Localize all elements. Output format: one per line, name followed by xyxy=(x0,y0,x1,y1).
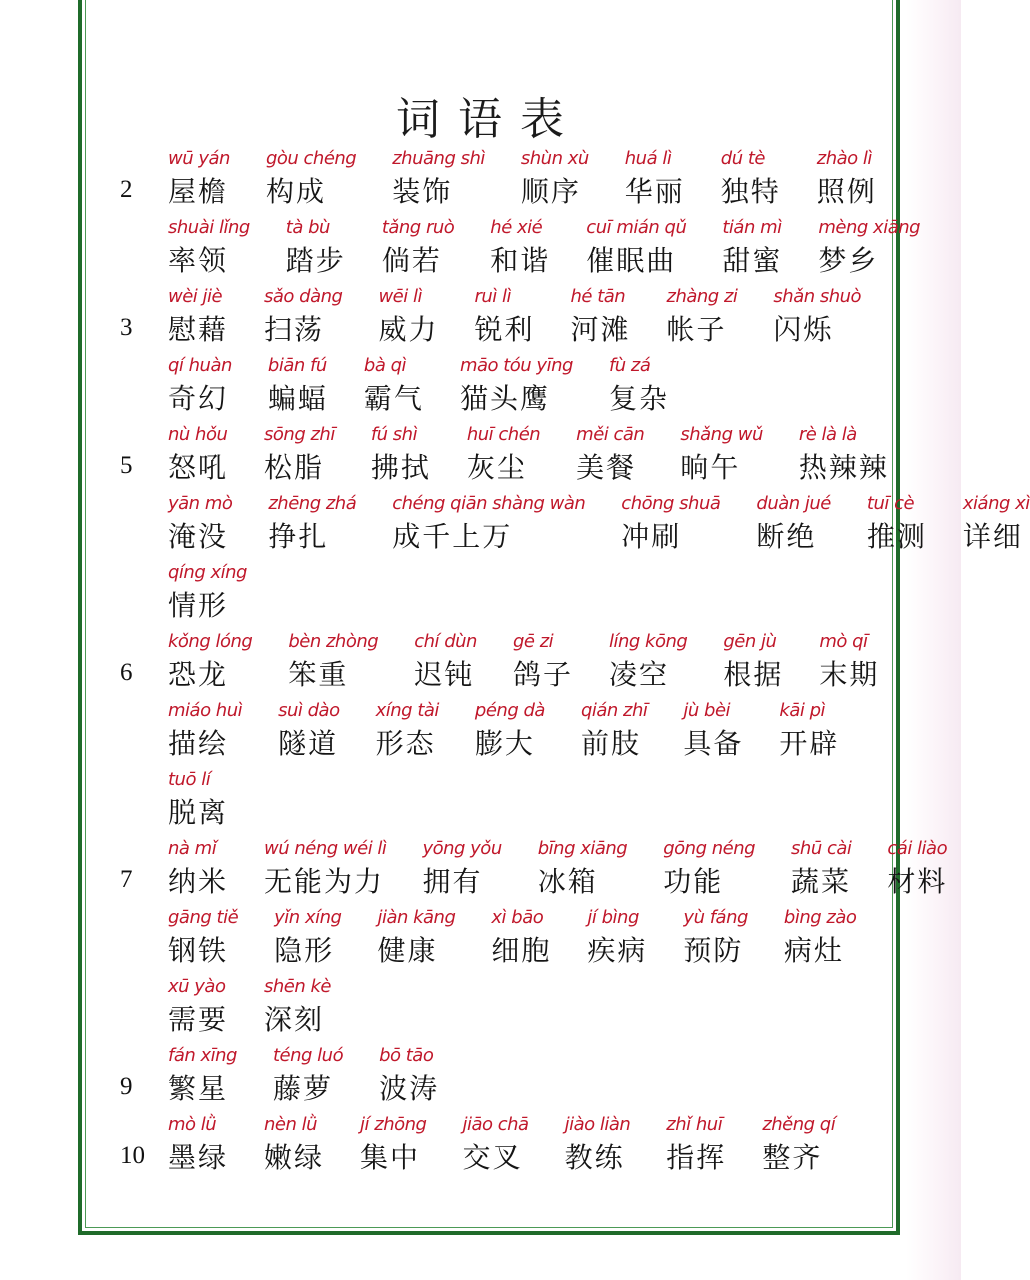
word-row xyxy=(168,1110,835,1176)
vocabulary-word xyxy=(462,1110,528,1176)
word-row xyxy=(168,765,228,831)
word-characters: 脱离 xyxy=(168,796,229,829)
handwritten-pinyin: mèng xiāng xyxy=(818,217,921,238)
handwritten-pinyin: yān mò xyxy=(168,493,233,514)
word-characters: 需要 xyxy=(168,1003,229,1036)
vocabulary-word xyxy=(392,489,585,555)
vocabulary-word xyxy=(168,489,232,555)
vocabulary-word xyxy=(168,420,228,486)
word-characters: 梦乡 xyxy=(818,244,879,277)
vocabulary-word xyxy=(392,144,485,210)
lesson-group xyxy=(112,627,902,834)
handwritten-pinyin: shǎn shuò xyxy=(773,286,862,307)
vocabulary-word xyxy=(565,1110,631,1176)
vocabulary-word xyxy=(168,696,242,762)
word-characters: 独特 xyxy=(720,175,781,208)
handwritten-pinyin: yù fáng xyxy=(683,907,748,928)
handwritten-pinyin: tà bù xyxy=(285,217,330,238)
word-characters: 具备 xyxy=(683,727,744,760)
vocabulary-word xyxy=(490,213,550,279)
vocabulary-word xyxy=(667,282,738,348)
vocabulary-word xyxy=(168,903,238,969)
handwritten-pinyin: yǐn xíng xyxy=(274,907,342,928)
word-characters: 病灶 xyxy=(783,934,844,967)
vocabulary-word xyxy=(779,696,839,762)
handwritten-pinyin: jiào liàn xyxy=(564,1114,631,1135)
vocabulary-word xyxy=(264,972,331,1038)
handwritten-pinyin: sǎo dàng xyxy=(264,286,343,307)
vocabulary-word xyxy=(379,1041,439,1107)
handwritten-pinyin: nà mǐ xyxy=(168,838,217,859)
word-characters: 复杂 xyxy=(608,382,669,415)
word-characters: 闪烁 xyxy=(773,313,834,346)
handwritten-pinyin: fù zá xyxy=(608,355,651,376)
vocabulary-word xyxy=(819,627,879,693)
word-line xyxy=(112,282,902,351)
handwritten-pinyin: miáo huì xyxy=(168,700,243,721)
handwritten-pinyin: bō tāo xyxy=(379,1045,434,1066)
vocabulary-word xyxy=(168,144,230,210)
word-characters: 描绘 xyxy=(168,727,229,760)
word-characters: 美餐 xyxy=(576,451,637,484)
word-characters: 成千上万 xyxy=(392,520,513,553)
word-characters: 材料 xyxy=(887,865,948,898)
page-title: 词语表 xyxy=(396,94,582,146)
vocabulary-word xyxy=(723,627,783,693)
word-line xyxy=(112,420,902,489)
word-characters: 装饰 xyxy=(392,175,453,208)
lesson-number: 9 xyxy=(120,1073,133,1100)
handwritten-pinyin: bèn zhòng xyxy=(288,631,379,652)
handwritten-pinyin: cái liào xyxy=(887,838,948,859)
handwritten-pinyin: jí bìng xyxy=(587,907,639,928)
handwritten-pinyin: chí dùn xyxy=(414,631,477,652)
vocabulary-word xyxy=(266,144,356,210)
word-characters: 河滩 xyxy=(570,313,631,346)
word-characters: 扫荡 xyxy=(264,313,325,346)
vocabulary-word xyxy=(168,765,228,831)
vocabulary-word xyxy=(264,420,335,486)
vocabulary-word xyxy=(474,282,534,348)
vocabulary-word xyxy=(513,627,573,693)
word-row xyxy=(168,282,861,348)
vocabulary-word xyxy=(625,144,685,210)
handwritten-pinyin: gōng néng xyxy=(663,838,756,859)
handwritten-pinyin: qí huàn xyxy=(168,355,232,376)
handwritten-pinyin: gē zi xyxy=(512,631,554,652)
word-characters: 交叉 xyxy=(462,1141,523,1174)
handwritten-pinyin: fán xīng xyxy=(168,1045,237,1066)
vocabulary-word xyxy=(756,489,830,555)
word-characters: 凌空 xyxy=(608,658,669,691)
handwritten-pinyin: zhào lì xyxy=(816,148,872,169)
handwritten-pinyin: zhěng qí xyxy=(762,1114,836,1135)
vocabulary-word xyxy=(570,282,630,348)
handwritten-pinyin: māo tóu yīng xyxy=(459,355,573,376)
word-characters: 霸气 xyxy=(363,382,424,415)
word-characters: 鸽子 xyxy=(512,658,573,691)
vocabulary-word xyxy=(799,420,889,486)
word-characters: 墨绿 xyxy=(168,1141,229,1174)
word-characters: 蔬菜 xyxy=(791,865,852,898)
word-characters: 冲刷 xyxy=(621,520,682,553)
word-characters: 晌午 xyxy=(680,451,741,484)
handwritten-pinyin: bīng xiāng xyxy=(537,838,628,859)
word-characters: 疾病 xyxy=(587,934,648,967)
handwritten-pinyin: nù hǒu xyxy=(168,424,228,445)
word-characters: 松脂 xyxy=(264,451,325,484)
vocabulary-word xyxy=(268,351,328,417)
word-characters: 指挥 xyxy=(666,1141,727,1174)
handwritten-pinyin: péng dà xyxy=(474,700,545,721)
vocabulary-word xyxy=(963,489,1030,555)
handwritten-pinyin: wú néng wéi lì xyxy=(264,838,387,859)
handwritten-pinyin: duàn jué xyxy=(756,493,831,514)
word-characters: 无能为力 xyxy=(264,865,385,898)
vocabulary-word xyxy=(168,627,252,693)
handwritten-pinyin: shū cài xyxy=(791,838,852,859)
word-characters: 威力 xyxy=(378,313,439,346)
word-characters: 根据 xyxy=(723,658,784,691)
vocabulary-word xyxy=(286,213,346,279)
handwritten-pinyin: biān fú xyxy=(267,355,327,376)
handwritten-pinyin: suì dào xyxy=(278,700,340,721)
word-characters: 拥有 xyxy=(422,865,483,898)
handwritten-pinyin: rè là là xyxy=(798,424,857,445)
word-characters: 繁星 xyxy=(168,1072,229,1105)
vocabulary-word xyxy=(887,834,947,900)
vocabulary-word xyxy=(722,213,782,279)
word-characters: 整齐 xyxy=(762,1141,823,1174)
handwritten-pinyin: tián mì xyxy=(722,217,782,238)
vocabulary-word xyxy=(414,627,477,693)
vocabulary-word xyxy=(168,834,228,900)
handwritten-pinyin: jiàn kāng xyxy=(377,907,456,928)
handwritten-pinyin: líng kōng xyxy=(608,631,688,652)
vocabulary-word xyxy=(683,696,743,762)
word-characters: 教练 xyxy=(564,1141,625,1174)
word-characters: 预防 xyxy=(683,934,744,967)
vocabulary-word xyxy=(360,1110,426,1176)
handwritten-pinyin: zhàng zi xyxy=(666,286,738,307)
word-characters: 详细 xyxy=(962,520,1023,553)
vocabulary-word xyxy=(274,903,341,969)
word-characters: 集中 xyxy=(360,1141,421,1174)
word-characters: 前肢 xyxy=(580,727,641,760)
vocabulary-word xyxy=(680,420,763,486)
vocabulary-word xyxy=(364,351,424,417)
word-row xyxy=(168,558,247,624)
handwritten-pinyin: tuī cè xyxy=(866,493,915,514)
lesson-number: 5 xyxy=(120,452,133,479)
vocabulary-word xyxy=(773,282,861,348)
handwritten-pinyin: gāng tiě xyxy=(168,907,239,928)
lesson-number: 6 xyxy=(120,659,133,686)
vocabulary-word xyxy=(683,903,747,969)
word-line xyxy=(112,1041,902,1110)
vocabulary-word xyxy=(460,351,573,417)
vocabulary-word xyxy=(288,627,378,693)
vocabulary-word xyxy=(475,696,545,762)
word-characters: 照例 xyxy=(816,175,877,208)
lesson-group xyxy=(112,1110,902,1179)
handwritten-pinyin: bà qì xyxy=(363,355,407,376)
handwritten-pinyin: cuī mián qǔ xyxy=(586,217,687,238)
vocabulary-word xyxy=(168,558,247,624)
word-characters: 细胞 xyxy=(491,934,552,967)
vocabulary-list xyxy=(112,144,1030,1179)
vocabulary-word xyxy=(791,834,851,900)
handwritten-pinyin: xū yào xyxy=(168,976,226,997)
word-characters: 藤萝 xyxy=(272,1072,333,1105)
vocabulary-word xyxy=(168,282,228,348)
handwritten-pinyin: gòu chéng xyxy=(265,148,357,169)
word-characters: 健康 xyxy=(377,934,438,967)
word-characters: 淹没 xyxy=(168,520,229,553)
handwritten-pinyin: jiāo chā xyxy=(462,1114,529,1135)
handwritten-pinyin: nèn lǜ xyxy=(264,1114,318,1135)
word-row xyxy=(168,420,889,486)
handwritten-pinyin: shùn xù xyxy=(520,148,589,169)
word-line xyxy=(112,765,902,834)
vocabulary-word xyxy=(521,144,589,210)
vocabulary-word xyxy=(609,627,687,693)
word-line xyxy=(112,627,902,696)
word-characters: 率领 xyxy=(168,244,229,277)
lesson-group xyxy=(112,282,902,420)
word-characters: 和谐 xyxy=(490,244,551,277)
handwritten-pinyin: yōng yǒu xyxy=(422,838,502,859)
vocabulary-word xyxy=(621,489,720,555)
word-characters: 帐子 xyxy=(666,313,727,346)
handwritten-pinyin: kāi pì xyxy=(779,700,826,721)
handwritten-pinyin: ruì lì xyxy=(474,286,512,307)
word-characters: 蝙蝠 xyxy=(267,382,328,415)
handwritten-pinyin: měi cān xyxy=(576,424,645,445)
vocabulary-word xyxy=(663,834,755,900)
word-characters: 灰尘 xyxy=(466,451,527,484)
word-characters: 华丽 xyxy=(624,175,685,208)
word-row xyxy=(168,489,1030,555)
word-characters: 情形 xyxy=(168,589,229,622)
word-characters: 深刻 xyxy=(264,1003,325,1036)
vocabulary-word xyxy=(818,213,920,279)
vocabulary-word xyxy=(378,282,438,348)
word-characters: 挣扎 xyxy=(268,520,329,553)
handwritten-pinyin: fú shì xyxy=(370,424,418,445)
word-row xyxy=(168,144,877,210)
word-characters: 踏步 xyxy=(285,244,346,277)
vocabulary-word xyxy=(587,903,647,969)
handwritten-pinyin: dú tè xyxy=(720,148,765,169)
vocabulary-word xyxy=(762,1110,835,1176)
word-characters: 迟钝 xyxy=(414,658,475,691)
lesson-number: 2 xyxy=(120,176,133,203)
word-characters: 推测 xyxy=(866,520,927,553)
word-characters: 冰箱 xyxy=(537,865,598,898)
word-characters: 奇幻 xyxy=(168,382,229,415)
handwritten-pinyin: qián zhī xyxy=(580,700,648,721)
vocabulary-word xyxy=(268,489,356,555)
word-characters: 嫩绿 xyxy=(264,1141,325,1174)
word-characters: 慰藉 xyxy=(168,313,229,346)
handwritten-pinyin: zhǐ huī xyxy=(666,1114,723,1135)
vocabulary-word xyxy=(382,213,454,279)
lesson-number: 7 xyxy=(120,866,133,893)
vocabulary-word xyxy=(867,489,927,555)
vocabulary-word xyxy=(278,696,339,762)
vocabulary-page xyxy=(78,0,1030,1235)
handwritten-pinyin: téng luó xyxy=(272,1045,344,1066)
handwritten-pinyin: wēi lì xyxy=(378,286,422,307)
word-row xyxy=(168,972,331,1038)
handwritten-pinyin: wèi jiè xyxy=(168,286,223,307)
vocabulary-word xyxy=(371,420,431,486)
handwritten-pinyin: shǎng wǔ xyxy=(680,424,763,445)
vocabulary-word xyxy=(784,903,856,969)
handwritten-pinyin: xì bāo xyxy=(491,907,544,928)
vocabulary-word xyxy=(609,351,669,417)
word-line xyxy=(112,558,902,627)
handwritten-pinyin: chōng shuā xyxy=(621,493,721,514)
handwritten-pinyin: xiáng xì xyxy=(962,493,1030,514)
word-line xyxy=(112,903,902,972)
word-characters: 倘若 xyxy=(381,244,442,277)
word-characters: 拂拭 xyxy=(370,451,431,484)
vocabulary-word xyxy=(817,144,877,210)
vocabulary-word xyxy=(376,696,439,762)
vocabulary-word xyxy=(586,213,686,279)
handwritten-pinyin: hé tān xyxy=(570,286,626,307)
handwritten-pinyin: sōng zhī xyxy=(264,424,335,445)
vocabulary-word xyxy=(168,972,228,1038)
word-characters: 断绝 xyxy=(756,520,817,553)
handwritten-pinyin: tǎng ruò xyxy=(381,217,455,238)
word-row xyxy=(168,903,856,969)
vocabulary-word xyxy=(576,420,644,486)
word-characters: 热辣辣 xyxy=(798,451,889,484)
vocabulary-word xyxy=(264,282,342,348)
word-line xyxy=(112,351,902,420)
vocabulary-word xyxy=(377,903,455,969)
word-characters: 末期 xyxy=(819,658,880,691)
word-row xyxy=(168,1041,439,1107)
handwritten-pinyin: tuō lí xyxy=(168,769,211,790)
handwritten-pinyin: huī chén xyxy=(466,424,541,445)
lesson-group xyxy=(112,420,1030,627)
word-characters: 隐形 xyxy=(274,934,335,967)
vocabulary-word xyxy=(273,1041,343,1107)
handwritten-pinyin: jù bèi xyxy=(683,700,731,721)
lesson-group xyxy=(112,834,948,1041)
vocabulary-word xyxy=(168,1110,228,1176)
word-line xyxy=(112,696,902,765)
vocabulary-word xyxy=(168,351,232,417)
word-characters: 形态 xyxy=(375,727,436,760)
handwritten-pinyin: shēn kè xyxy=(264,976,332,997)
word-line xyxy=(112,834,948,903)
word-line xyxy=(112,972,902,1041)
word-characters: 锐利 xyxy=(474,313,535,346)
handwritten-pinyin: zhēng zhá xyxy=(268,493,357,514)
handwritten-pinyin: gēn jù xyxy=(723,631,777,652)
handwritten-pinyin: wū yán xyxy=(168,148,230,169)
vocabulary-word xyxy=(422,834,501,900)
vocabulary-word xyxy=(168,1041,237,1107)
word-characters: 催眠曲 xyxy=(586,244,677,277)
handwritten-pinyin: chéng qiān shàng wàn xyxy=(392,493,586,514)
word-characters: 怒吼 xyxy=(168,451,229,484)
vocabulary-word xyxy=(581,696,647,762)
word-characters: 顺序 xyxy=(520,175,581,208)
word-characters: 构成 xyxy=(265,175,326,208)
handwritten-pinyin: jí zhōng xyxy=(360,1114,427,1135)
lesson-number: 3 xyxy=(120,314,133,341)
word-characters: 甜蜜 xyxy=(722,244,783,277)
word-characters: 膨大 xyxy=(474,727,535,760)
word-characters: 屋檐 xyxy=(168,175,229,208)
lesson-number: 10 xyxy=(120,1142,145,1169)
handwritten-pinyin: kǒng lóng xyxy=(168,631,253,652)
word-row xyxy=(168,351,669,417)
word-row xyxy=(168,213,920,279)
handwritten-pinyin: mò lǜ xyxy=(168,1114,217,1135)
word-characters: 开辟 xyxy=(779,727,840,760)
vocabulary-word xyxy=(721,144,781,210)
lesson-group xyxy=(112,144,921,282)
vocabulary-word xyxy=(538,834,628,900)
handwritten-pinyin: bìng zào xyxy=(783,907,857,928)
word-row xyxy=(168,834,947,900)
word-line xyxy=(112,489,1030,558)
page-edge-shadow xyxy=(906,0,961,1280)
word-characters: 波涛 xyxy=(379,1072,440,1105)
vocabulary-word xyxy=(168,213,250,279)
word-characters: 恐龙 xyxy=(168,658,229,691)
vocabulary-word xyxy=(264,1110,324,1176)
handwritten-pinyin: zhuāng shì xyxy=(392,148,485,169)
handwritten-pinyin: xíng tài xyxy=(375,700,439,721)
word-characters: 笨重 xyxy=(288,658,349,691)
handwritten-pinyin: qíng xíng xyxy=(168,562,247,583)
vocabulary-word xyxy=(666,1110,726,1176)
word-characters: 隧道 xyxy=(278,727,339,760)
word-line xyxy=(112,213,921,282)
word-row xyxy=(168,627,879,693)
vocabulary-word xyxy=(467,420,540,486)
word-line xyxy=(112,144,902,213)
handwritten-pinyin: shuài lǐng xyxy=(168,217,250,238)
word-characters: 纳米 xyxy=(168,865,229,898)
handwritten-pinyin: hé xié xyxy=(490,217,543,238)
word-line xyxy=(112,1110,902,1179)
word-characters: 猫头鹰 xyxy=(459,382,550,415)
word-characters: 功能 xyxy=(663,865,724,898)
word-characters: 钢铁 xyxy=(168,934,229,967)
vocabulary-word xyxy=(264,834,386,900)
vocabulary-word xyxy=(491,903,551,969)
handwritten-pinyin: mò qī xyxy=(819,631,868,652)
lesson-group xyxy=(112,1041,902,1110)
word-row xyxy=(168,696,839,762)
handwritten-pinyin: huá lì xyxy=(624,148,672,169)
